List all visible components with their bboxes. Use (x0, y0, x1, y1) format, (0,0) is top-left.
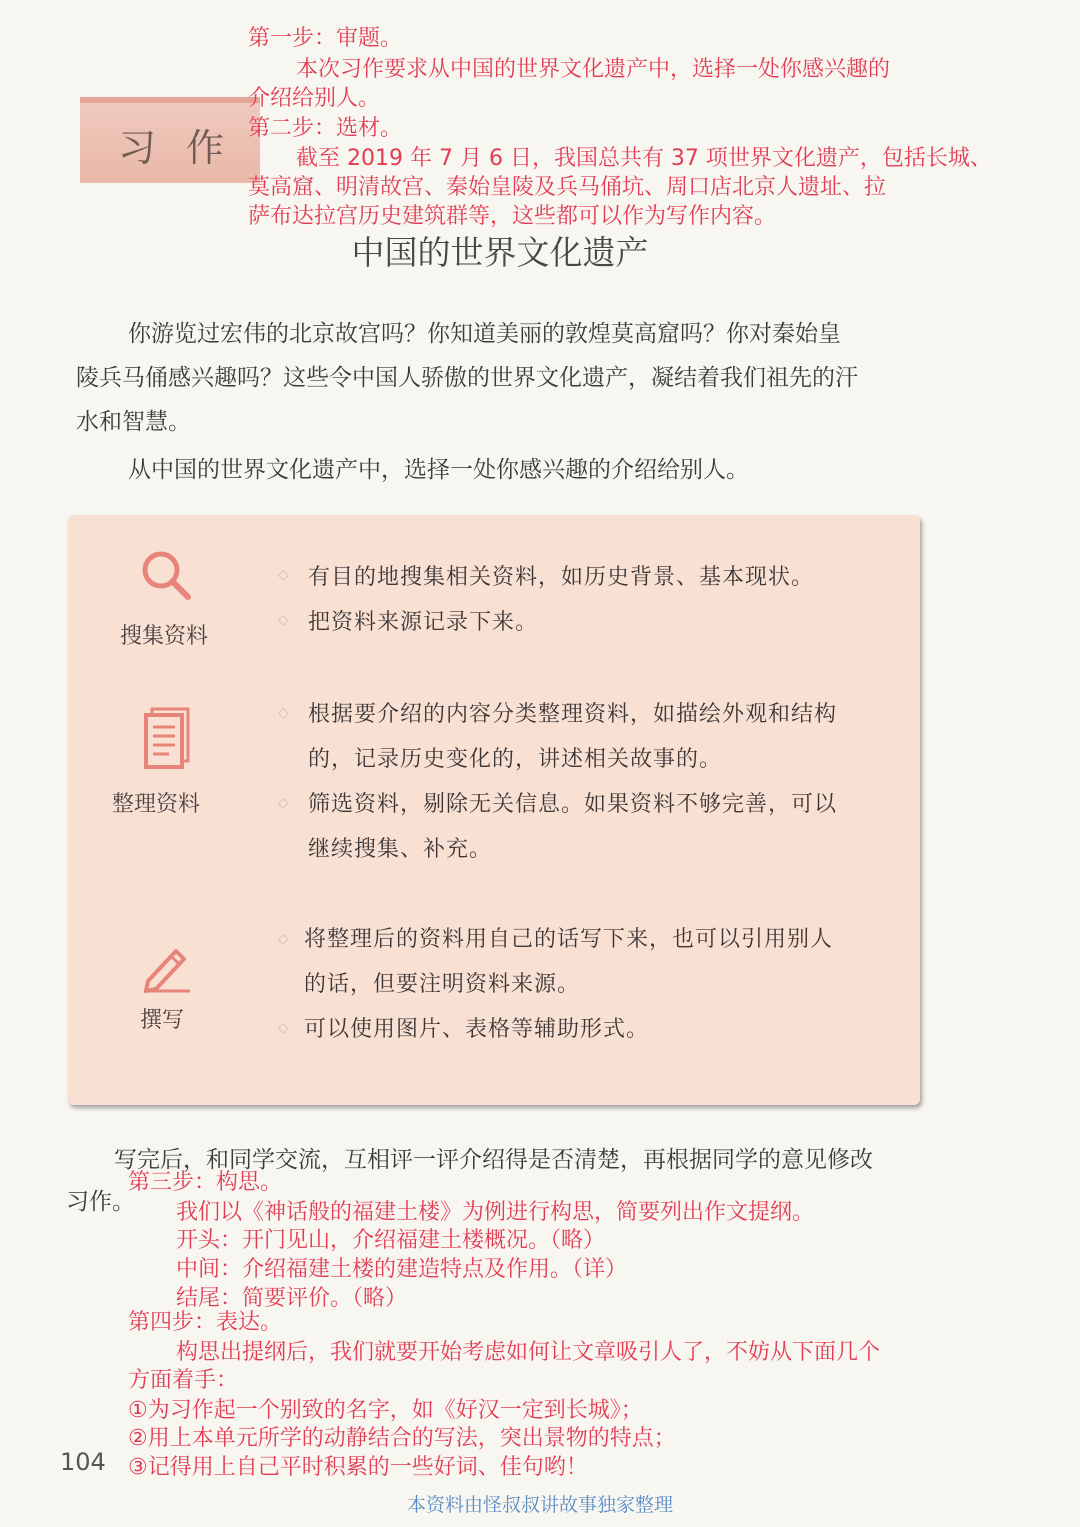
collect-item-1: 有目的地搜集相关资料，如历史背景、基本现状。 (308, 565, 815, 590)
bullet-diamond: ◇ (278, 705, 289, 721)
step2-title: 第二步：选材。 (248, 116, 403, 141)
banner-text: 习作 (118, 126, 255, 170)
step-label-write: 撰写 (140, 1008, 185, 1033)
bullet-diamond: ◇ (278, 795, 289, 811)
page-number: 104 (60, 1448, 106, 1476)
tip-3: ③记得用上自己平时积累的一些好词、佳句哟！ (128, 1455, 588, 1480)
organize-item-1b: 的，记录历史变化的，讲述相关故事的。 (308, 747, 723, 772)
step3-open: 开头：开门见山，介绍福建土楼概况。（略） (176, 1228, 606, 1253)
step1-body-line1: 本次习作要求从中国的世界文化遗产中，选择一处你感兴趣的 (296, 57, 891, 82)
document-icon (142, 705, 194, 773)
step2-body-line2: 莫高窟、明清故宫、秦始皇陵及兵马俑坑、周口店北京人遗址、拉 (248, 175, 887, 200)
step1-body-line2: 介绍给别人。 (248, 86, 381, 111)
step4-title: 第四步：表达。 (128, 1310, 283, 1335)
write-item-2: 可以使用图片、表格等辅助形式。 (304, 1017, 650, 1042)
tip-1: ①为习作起一个别致的名字，如《好汉一定到长城》； (128, 1398, 643, 1423)
collect-item-2: 把资料来源记录下来。 (308, 610, 539, 635)
step4-body-line2: 方面着手： (128, 1368, 239, 1393)
write-item-1b: 的话，但要注明资料来源。 (304, 972, 581, 997)
step3-body: 我们以《神话般的福建土楼》为例进行构思，简要列出作文提纲。 (176, 1200, 815, 1225)
step3-middle: 中间：介绍福建土楼的建造特点及作用。（详） (176, 1257, 628, 1282)
intro-line1: 你游览过宏伟的北京故宫吗？你知道美丽的敦煌莫高窟吗？你对秦始皇 (128, 321, 841, 347)
intro-line4: 从中国的世界文化遗产中，选择一处你感兴趣的介绍给别人。 (128, 457, 749, 483)
step-label-collect: 搜集资料 (120, 624, 209, 649)
footer-credit: 本资料由怪叔叔讲故事独家整理 (406, 1494, 673, 1516)
organize-item-1a: 根据要介绍的内容分类整理资料，如描绘外观和结构 (308, 702, 838, 727)
step2-body-line1: 截至 2019 年 7 月 6 日，我国总共有 37 项世界文化遗产，包括长城、 (296, 146, 992, 171)
bullet-diamond: ◇ (278, 567, 289, 583)
magnifier-icon (138, 547, 194, 607)
closing-line2: 习作。 (66, 1189, 135, 1215)
page-title: 中国的世界文化遗产 (351, 233, 649, 272)
step3-title: 第三步：构思。 (128, 1170, 283, 1195)
bullet-diamond: ◇ (278, 612, 289, 628)
step1-title: 第一步：审题。 (248, 26, 403, 51)
organize-item-2b: 继续搜集、补充。 (308, 837, 493, 862)
write-item-1a: 将整理后的资料用自己的话写下来，也可以引用别人 (304, 927, 834, 952)
step-label-organize: 整理资料 (112, 792, 201, 817)
intro-line3: 水和智慧。 (76, 409, 191, 435)
organize-item-2a: 筛选资料，剔除无关信息。如果资料不够完善，可以 (308, 792, 838, 817)
bullet-diamond: ◇ (278, 1020, 289, 1036)
section-banner (80, 97, 260, 183)
bullet-diamond: ◇ (278, 931, 289, 947)
step2-body-line3: 萨布达拉宫历史建筑群等，这些都可以作为写作内容。 (248, 204, 777, 229)
intro-line2: 陵兵马俑感兴趣吗？这些令中国人骄傲的世界文化遗产，凝结着我们祖先的汗 (76, 365, 858, 391)
step4-body-line1: 构思出提纲后，我们就要开始考虑如何让文章吸引人了，不妨从下面几个 (176, 1340, 881, 1365)
pen-icon (140, 943, 194, 997)
steps-card (68, 515, 920, 1105)
step3-end: 结尾：简要评价。（略） (176, 1286, 408, 1311)
tip-2: ②用上本单元所学的动静结合的写法，突出景物的特点； (128, 1426, 676, 1451)
closing-line1: 写完后，和同学交流，互相评一评介绍得是否清楚，再根据同学的意见修改 (114, 1147, 873, 1173)
